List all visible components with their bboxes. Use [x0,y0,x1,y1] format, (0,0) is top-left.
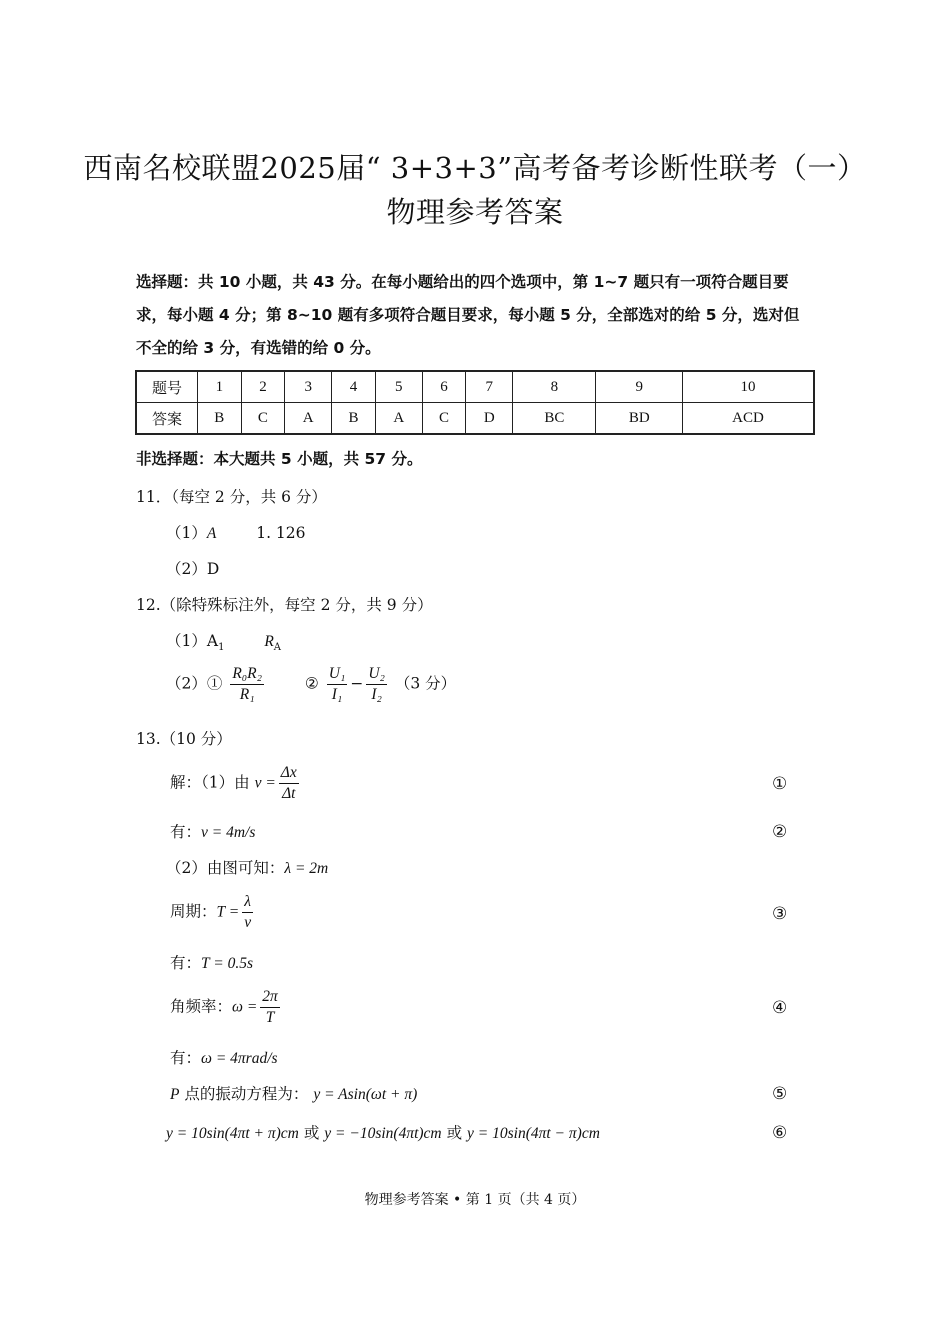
q13-or-2: 或 [446,1124,463,1142]
step-mark-1: ① [772,774,788,794]
fraction-denominator: Δt [282,785,296,802]
q13-line-8-p: P [170,1086,180,1103]
table-cell-answer: BC [513,403,596,435]
q13-line-8-eq: y = Asin(ωt + π) [313,1086,418,1103]
q13-line-6 [170,987,283,1028]
q13-line-2-eq: v = 4m/s [201,824,256,841]
table-cell-answer: D [466,403,513,435]
q11-part2: （2）D [166,560,220,578]
q13-line-4-lhs: T = [216,903,240,921]
q12-part1-label: （1） [166,632,207,650]
page-footer: 物理参考答案 • 第 1 页（共 4 页） [364,1192,586,1208]
fraction-numerator: U₂ [366,664,387,685]
step-mark-5: ⑤ [772,1084,788,1104]
table-cell-question-number: 1 [198,371,242,403]
q13-line-6-lhs: ω = [232,998,258,1016]
q13-line-7 [170,1047,278,1070]
q12-part1-r: R [264,633,274,650]
q13-line-4 [170,892,256,933]
q12-circ-2: ② [304,674,319,693]
step-mark-4: ④ [772,998,788,1018]
q13-line-5-text: 有： [170,954,202,972]
q13-fraction-2 [242,892,253,933]
fraction-numerator: λ [242,892,253,913]
q13-line-9-eq3: y = 10sin(4πt − π)cm [467,1125,600,1142]
q13-line-8-text: 点的振动方程为： [179,1085,309,1103]
step-mark-6: ⑥ [772,1123,788,1143]
table-cell-answer: C [422,403,466,435]
q12-part1-a: A [206,632,219,650]
q13-line-9-eq1: y = 10sin(4πt + π)cm [166,1125,299,1142]
q12-part1-r-sub: A [273,642,282,654]
q13-line-6-text: 角频率： [170,997,233,1016]
table-cell-question-number: 6 [422,371,466,403]
fraction-numerator: Δx [279,763,299,784]
q12-part2-label: （2）① [166,674,223,693]
doc-subtitle: 物理参考答案 [386,195,564,229]
table-row [136,403,814,435]
q13-fraction-3 [260,987,280,1028]
q12-heading: 12.（除特殊标注外，每空 2 分，共 9 分） [136,596,433,614]
fraction-numerator: 2π [260,987,280,1008]
fraction-denominator: R₁ [239,686,255,703]
q11-part1 [166,522,306,545]
q13-line-5-eq: T = 0.5s [201,955,253,972]
intro-line-3: 不全的给 3 分，有选错的给 0 分。 [136,339,381,357]
doc-title: 西南名校联盟2025届“ 3+3+3”高考备考诊断性联考（一） [83,151,867,185]
q13-line-7-eq: ω = 4πrad/s [201,1050,278,1067]
q12-part1 [166,630,281,659]
non-choice-heading: 非选择题：本大题共 5 小题，共 57 分。 [136,450,423,468]
q13-heading: 13.（10 分） [136,730,232,748]
table-cell-answer: BD [596,403,683,435]
q11-part1-var: A [206,525,217,542]
q13-line-1-text: 解：（1）由 [170,773,250,792]
q11-part1-value: 1. 126 [256,524,306,542]
table-cell-question-number: 3 [285,371,332,403]
q11-part1-label: （1） [166,524,207,542]
q12-fraction-1 [230,664,264,705]
fraction-denominator: v [244,914,252,931]
q12-part2-score: （3 分） [394,674,457,693]
table-header-cell: 题号 [136,371,198,403]
q13-line-3-eq: λ = 2m [284,860,329,877]
q13-line-7-text: 有： [170,1049,202,1067]
table-cell-question-number: 2 [241,371,285,403]
q13-fraction-1 [279,763,299,804]
table-cell-question-number: 8 [513,371,596,403]
fraction-numerator: R₀R₂ [230,664,264,685]
step-mark-2: ② [772,822,788,842]
fraction-denominator: I₂ [371,686,382,703]
q12-part1-a-sub: 1 [218,642,225,654]
table-cell-question-number: 4 [332,371,376,403]
table-cell-answer: A [285,403,332,435]
table-cell-answer: C [241,403,285,435]
q12-fraction-3 [366,664,387,705]
table-cell-question-number: 7 [466,371,513,403]
table-cell-question-number: 9 [596,371,683,403]
q13-line-1 [170,763,302,804]
q12-fraction-2 [327,664,348,705]
table-cell-answer: A [375,403,422,435]
fraction-numerator: U₁ [327,664,348,685]
fraction-denominator: I₁ [331,686,343,703]
q11-heading: 11．（每空 2 分，共 6 分） [136,488,327,506]
fraction-denominator: T [265,1009,275,1026]
table-cell-question-number: 10 [683,371,815,403]
q13-line-4-text: 周期： [170,902,217,921]
table-cell-answer: B [198,403,242,435]
table-row [136,371,814,403]
answer-table [135,370,815,435]
q13-line-8 [170,1083,417,1106]
q13-line-9-eq2: y = −10sin(4πt)cm [324,1125,442,1142]
q13-line-5 [170,952,253,975]
table-header-cell: 答案 [136,403,198,435]
step-mark-3: ③ [772,904,788,924]
q13-line-2 [170,821,255,844]
q13-line-3 [166,857,328,880]
table-cell-answer: B [332,403,376,435]
q13-line-1-lhs: v = [254,774,276,792]
q13-or-1: 或 [303,1124,320,1142]
q12-part2 [166,664,456,705]
q13-line-3-text: （2）由图可知： [166,859,285,877]
minus-sign: − [350,674,364,693]
table-cell-question-number: 5 [375,371,422,403]
table-cell-answer: ACD [683,403,815,435]
intro-line-2: 求，每小题 4 分；第 8~10 题有多项符合题目要求，每小题 5 分，全部选对的给 5 分，选对但 [136,306,800,324]
q13-line-9 [166,1122,600,1145]
q13-line-2-text: 有： [170,823,202,841]
intro-line-1: 选择题：共 10 小题，共 43 分。在每小题给出的四个选项中，第 1~7 题只有一项符合题目要 [136,273,789,291]
intro-text [136,266,826,365]
